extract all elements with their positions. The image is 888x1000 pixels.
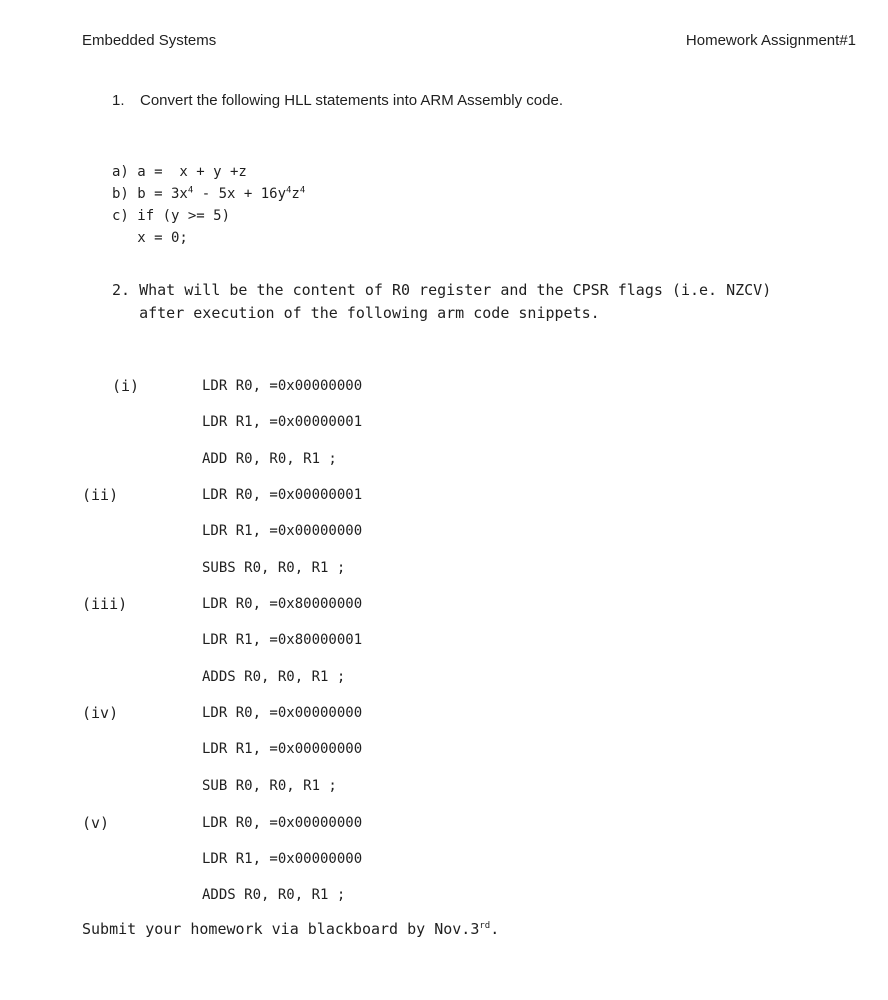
submission-note	[82, 920, 499, 938]
code-line: LDR R0, =0x00000000	[202, 705, 363, 721]
submission-note-superscript: rd	[479, 921, 491, 931]
question-1	[112, 92, 563, 109]
code-line: SUB R0, R0, R1 ;	[202, 778, 337, 794]
snippet-label-ii: (ii)	[82, 486, 119, 504]
code-line: ADD R0, R0, R1 ;	[202, 451, 337, 467]
statement-b-exponent-x: 4	[187, 185, 194, 196]
code-line: ADDS R0, R0, R1 ;	[202, 887, 346, 903]
code-line: LDR R1, =0x00000000	[202, 851, 363, 867]
statement-b-exponent-y: 4	[286, 185, 292, 196]
statement-a: a) a = x + y +z	[112, 164, 247, 180]
statement-b	[112, 186, 305, 202]
question-1-text: Convert the following HLL statements into ARM Assembly code.	[140, 92, 563, 109]
question-2-line2: after execution of the following arm code snippets.	[112, 304, 600, 322]
snippet-label-iii: (iii)	[82, 595, 128, 613]
question-1-number: 1.	[112, 92, 125, 109]
code-line: LDR R1, =0x00000000	[202, 523, 363, 539]
code-line: LDR R0, =0x00000000	[202, 378, 363, 394]
code-line: LDR R1, =0x00000000	[202, 741, 363, 757]
statement-c-line1: c) if (y >= 5)	[112, 208, 231, 224]
code-line: LDR R0, =0x80000000	[202, 596, 363, 612]
question-2-line1: 2. What will be the content of R0 register and the CPSR flags (i.e. NZCV)	[112, 281, 772, 299]
statement-b-part3: z	[291, 186, 300, 202]
course-title: Embedded Systems	[82, 32, 217, 49]
code-line: ADDS R0, R0, R1 ;	[202, 669, 346, 685]
code-line: LDR R1, =0x80000001	[202, 632, 363, 648]
code-line: LDR R1, =0x00000001	[202, 414, 363, 430]
statement-b-exponent-z: 4	[299, 185, 306, 196]
snippet-label-iv: (iv)	[82, 704, 119, 722]
statement-b-part2: - 5x + 16y	[193, 186, 286, 202]
snippet-label-v: (v)	[82, 814, 110, 832]
statement-b-part1: b) b = 3x	[112, 186, 188, 202]
snippet-label-i: (i)	[112, 377, 140, 395]
statement-c-line2: x = 0;	[112, 230, 188, 246]
code-line: LDR R0, =0x00000000	[202, 815, 363, 831]
code-line: LDR R0, =0x00000001	[202, 487, 363, 503]
code-line: SUBS R0, R0, R1 ;	[202, 560, 346, 576]
submission-note-end: .	[490, 920, 500, 938]
submission-note-text: Submit your homework via blackboard by Nov.3	[82, 920, 480, 938]
assignment-title: Homework Assignment#1	[685, 32, 856, 49]
